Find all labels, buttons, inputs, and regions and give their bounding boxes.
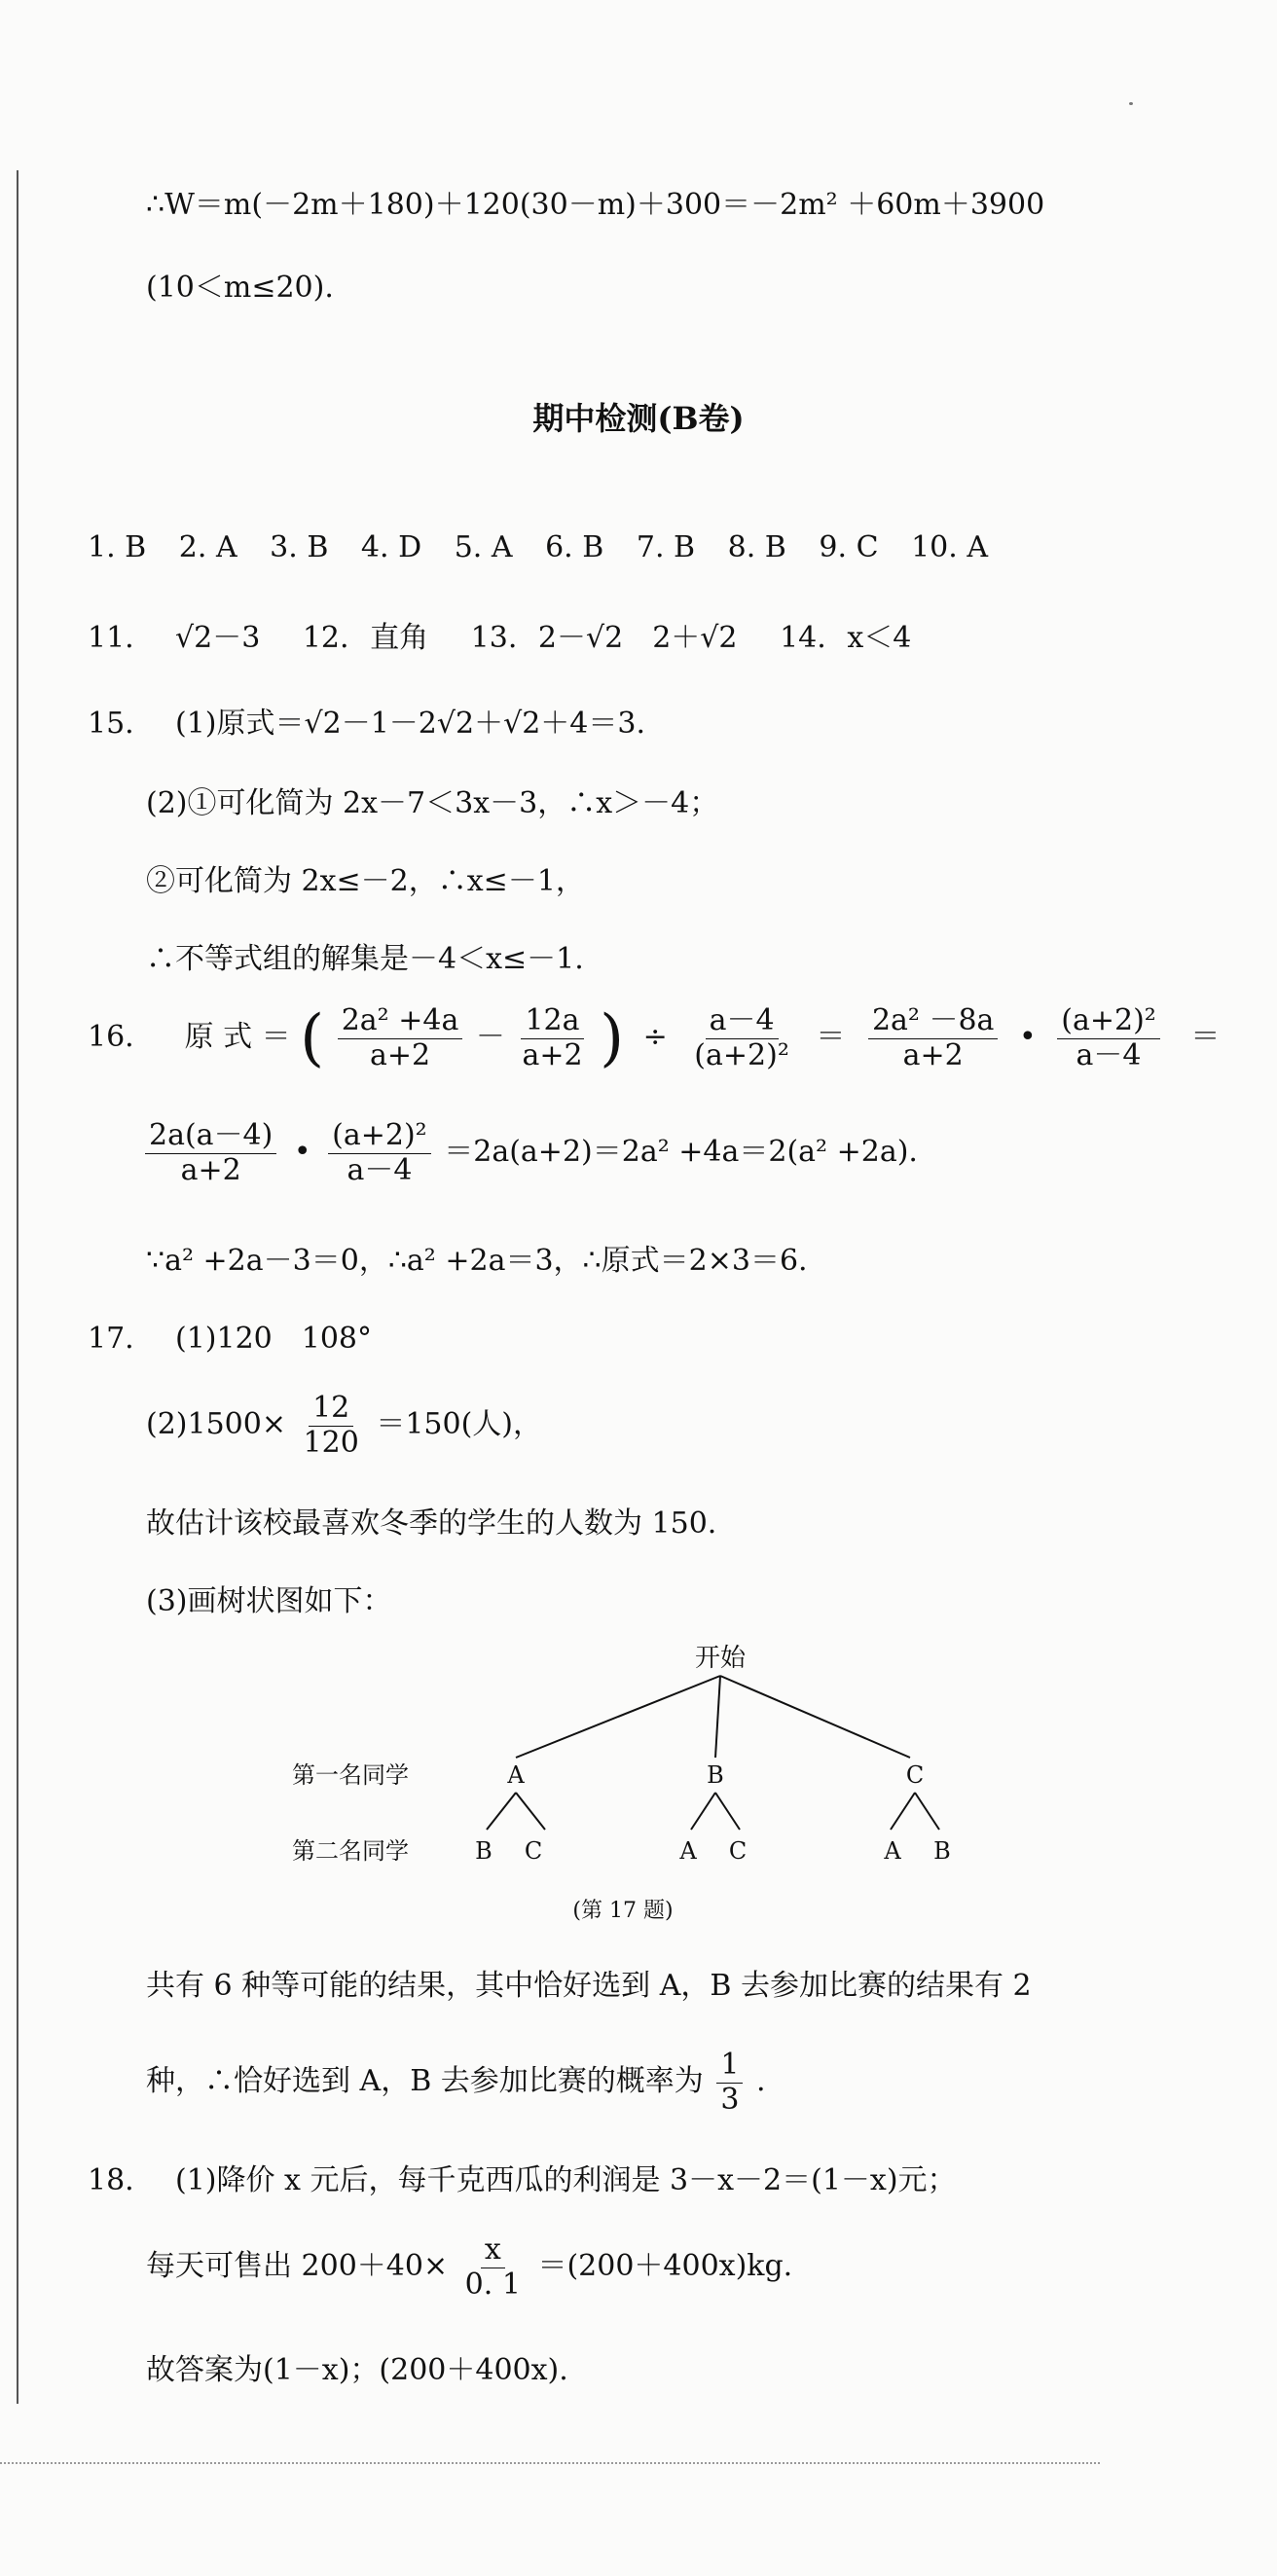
tree-node-b: B (707, 1761, 724, 1789)
q18-line2: 每天可售出 200＋40× $\frac{x}{0. 1}$ ＝(200＋400x)kg. (146, 2232, 793, 2302)
edge-root-a (516, 1676, 720, 1758)
mc-answer-7: 7. B (636, 530, 696, 564)
q17-line5: 共有 6 种等可能的结果，其中恰好选到 A，B 去参加比赛的结果有 2 (146, 1969, 1032, 2003)
tree-leaf-a-c: C (524, 1837, 543, 1865)
tree-node-a: A (507, 1761, 525, 1789)
edge-b-c (715, 1793, 740, 1830)
q11-answer: √2－3 (175, 621, 261, 655)
mc-answer-3: 3. B (270, 530, 329, 564)
q16-frac-4: $\frac{\text{2a² －8a}}{a+2}$ (868, 1004, 999, 1072)
q16-frac-3: $\frac{a-4}{\text{(a+2)²}}$ (694, 1003, 789, 1072)
q16-line1: 16. 原 式 ＝ ( $\frac{\text{2a² +4a}}{a+2}$ － $\frac{12a}{a+2}$ ) ÷ $\frac{a-4}{\text{(a+2)²}}$ ＝ $\frac{\text{2a² －8a}}{a+2}$ • $\frac{\text{(a+2)²}}{a-4}$ ＝ (88, 1002, 1221, 1074)
tree-leaf-a-b: B (475, 1837, 493, 1865)
q18-line1: 18. (1)降价 x 元后，每千克西瓜的利润是 3－x－2＝(1－x)元； (88, 2163, 957, 2197)
edge-a-b (487, 1793, 516, 1830)
q17-line1: 17. (1)120 108° (88, 1322, 373, 1356)
q17-line2: (2)1500× $\frac{12}{120}$ ＝150(人)， (146, 1391, 543, 1460)
q16-frac-2: $\frac{12a}{a+2}$ (522, 1003, 583, 1072)
tree-label-second: 第二名同学 (292, 1837, 409, 1865)
w-range: (10＜m≤20). (146, 271, 334, 305)
mc-answer-4: 4. D (360, 530, 422, 564)
q18-frac: $\frac{x}{0. 1}$ (464, 2232, 521, 2302)
q15-line1: 15. (1)原式＝√2－1－2√2＋√2＋4＝3. (88, 707, 645, 741)
q17-line4: (3)画树状图如下： (146, 1584, 392, 1618)
edge-a-c (516, 1793, 545, 1830)
q17-frac: $\frac{12}{120}$ (303, 1391, 359, 1460)
q16-line3: ∵a² +2a－3＝0，∴a² +2a＝3，∴原式＝2×3＝6. (146, 1244, 808, 1278)
q12-answer: 直角 (370, 621, 429, 655)
edge-b-a (691, 1793, 715, 1830)
tree-node-c: C (905, 1761, 925, 1789)
mc-answer-5: 5. A (454, 530, 513, 564)
footer-dotted-rule (0, 2462, 1100, 2464)
q16-frac-6: $\frac{2a(a-4)}{a+2}$ (145, 1119, 276, 1187)
edge-root-b (715, 1676, 720, 1758)
tree-label-first: 第一名同学 (292, 1761, 409, 1789)
q16-frac-5: $\frac{\text{(a+2)²}}{a-4}$ (1057, 1004, 1160, 1072)
edge-c-b (915, 1793, 939, 1830)
mc-answer-2: 2. A (178, 530, 237, 564)
mc-answers (88, 530, 988, 564)
mc-answer-6: 6. B (545, 530, 604, 564)
mc-answer-1: 1. B (88, 530, 147, 564)
edge-root-c (720, 1676, 910, 1758)
q16-line2: $\frac{2a(a-4)}{a+2}$ • $\frac{\text{(a+2)²}}{a-4}$ ＝2a(a+2)＝2a² +4a＝2(a² +2a). (141, 1119, 918, 1187)
mc-answer-8: 8. B (727, 530, 786, 564)
tree-leaf-c-a: A (884, 1837, 901, 1865)
mc-answer-10: 10. A (911, 530, 989, 564)
q15-line2: (2)①可化简为 2x－7＜3x－3，∴x＞－4； (146, 786, 719, 820)
fill-answers: 11. √2－3 12. 直角 13. 2－√2 2＋√2 14. x＜4 (88, 621, 912, 655)
q15-line4: ∴不等式组的解集是－4＜x≤－1. (146, 942, 584, 976)
tree-diagram (0, 1635, 1277, 1927)
q14-answer: x＜4 (847, 621, 912, 655)
section-title: 期中检测(B卷) (532, 400, 745, 437)
tree-leaf-b-a: A (679, 1837, 697, 1865)
margin-rule (17, 170, 18, 2404)
mc-answer-9: 9. C (819, 530, 879, 564)
w-formula: ∴W＝m(－2m＋180)＋120(30－m)＋300＝－2m² ＋60m＋3900 (146, 188, 1045, 222)
tree-root: 开始 (694, 1644, 747, 1673)
edge-c-a (891, 1793, 915, 1830)
q17-line6: 种，∴恰好选到 A，B 去参加比赛的概率为 $\frac{1}{3}$ . (146, 2048, 766, 2117)
tree-leaf-b-c: C (728, 1837, 748, 1865)
q17-probability: $\frac{1}{3}$ (716, 2049, 743, 2117)
q17-line3: 故估计该校最喜欢冬季的学生的人数为 150. (146, 1506, 717, 1541)
figure-caption: (第 17 题) (572, 1899, 674, 1923)
tree-leaf-c-b: B (933, 1837, 951, 1865)
q13-answer: 2－√2 2＋√2 (537, 621, 738, 655)
scan-speck (1129, 102, 1133, 105)
tree-edges (487, 1676, 939, 1830)
q16-frac-1: $\frac{\text{2a² +4a}}{a+2}$ (338, 1004, 463, 1072)
q15-line3: ②可化简为 2x≤－2，∴x≤－1， (146, 864, 585, 898)
q18-line3: 故答案为(1－x)；(200＋400x). (146, 2353, 568, 2387)
q16-frac-7: $\frac{\text{(a+2)²}}{a-4}$ (328, 1119, 431, 1187)
